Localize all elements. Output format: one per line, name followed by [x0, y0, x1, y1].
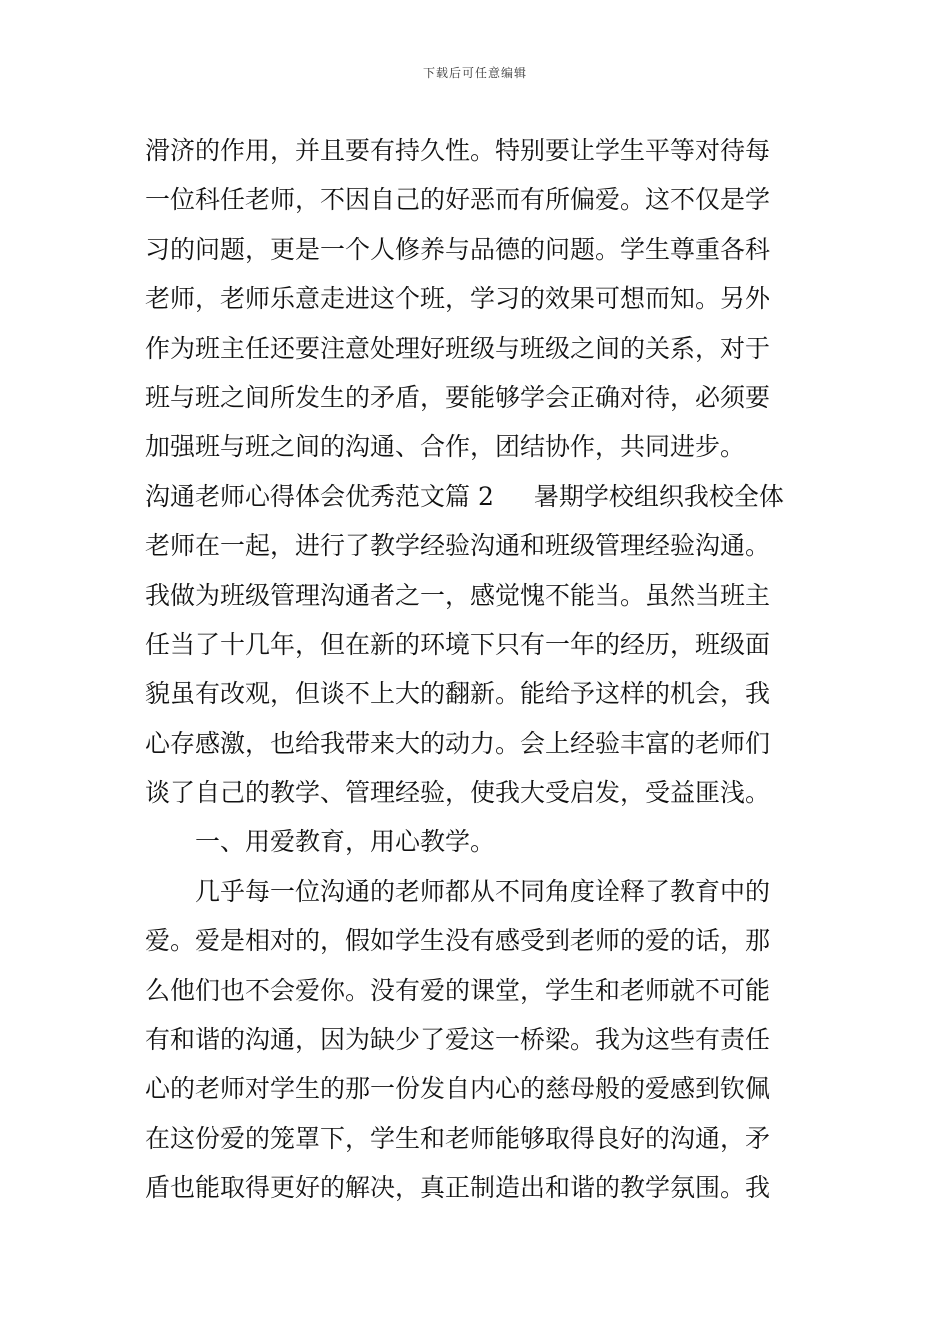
- text-line: 滑济的作用，并且要有持久性。特别要让学生平等对待每: [145, 136, 771, 165]
- text-line: 心存感激，也给我带来大的动力。会上经验丰富的老师们: [145, 728, 771, 758]
- text-line: 心的老师对学生的那一份发自内心的慈母般的爱感到钦佩: [145, 1074, 771, 1104]
- text-line: 老师，老师乐意走进这个班，学习的效果可想而知。另外: [145, 284, 771, 314]
- text-line: 任当了十几年，但在新的环境下只有一年的经历，班级面: [145, 629, 771, 659]
- subheading: 一、用爱教育，用心教学。: [195, 827, 496, 857]
- text-line: 在这份爱的笼罩下，学生和老师能够取得良好的沟通，矛: [145, 1123, 771, 1153]
- text-line: 老师在一起，进行了教学经验沟通和班级管理经验沟通。: [145, 531, 771, 561]
- text-line-continuation: 暑期学校组织我校全体: [533, 481, 784, 511]
- text-line: 貌虽有改观，但谈不上大的翻新。能给予这样的机会，我: [145, 679, 771, 709]
- document-body: [145, 126, 809, 1213]
- text-line: 爱。爱是相对的，假如学生没有感受到老师的爱的话，那: [145, 926, 771, 956]
- section-title-line: [145, 472, 809, 521]
- text-line: 班与班之间所发生的矛盾，要能够学会正确对待，必须要: [145, 382, 771, 412]
- text-line: 一位科任老师，不因自己的好恶而有所偏爱。这不仅是学: [145, 185, 771, 215]
- text-line: 作为班主任还要注意处理好班级与班级之间的关系，对于: [145, 333, 771, 363]
- text-line: 我做为班级管理沟通者之一，感觉愧不能当。虽然当班主: [145, 580, 771, 610]
- text-line: 有和谐的沟通，因为缺少了爱这一桥梁。我为这些有责任: [145, 1025, 771, 1055]
- section-title: 沟通老师心得体会优秀范文篇 2: [145, 481, 494, 511]
- text-line: 盾也能取得更好的解决，真正制造出和谐的教学氛围。我: [145, 1173, 771, 1203]
- text-line: 谈了自己的教学、管理经验，使我大受启发，受益匪浅。: [145, 778, 771, 808]
- text-line: 么他们也不会爱你。没有爱的课堂，学生和老师就不可能: [145, 975, 771, 1005]
- text-line: 加强班与班之间的沟通、合作，团结协作，共同进步。: [145, 432, 746, 462]
- text-line: 几乎每一位沟通的老师都从不同角度诠释了教育中的: [195, 876, 771, 906]
- text-line: 习的问题，更是一个人修养与品德的问题。学生尊重各科: [145, 234, 771, 264]
- page-header: 下载后可任意编辑: [422, 66, 527, 80]
